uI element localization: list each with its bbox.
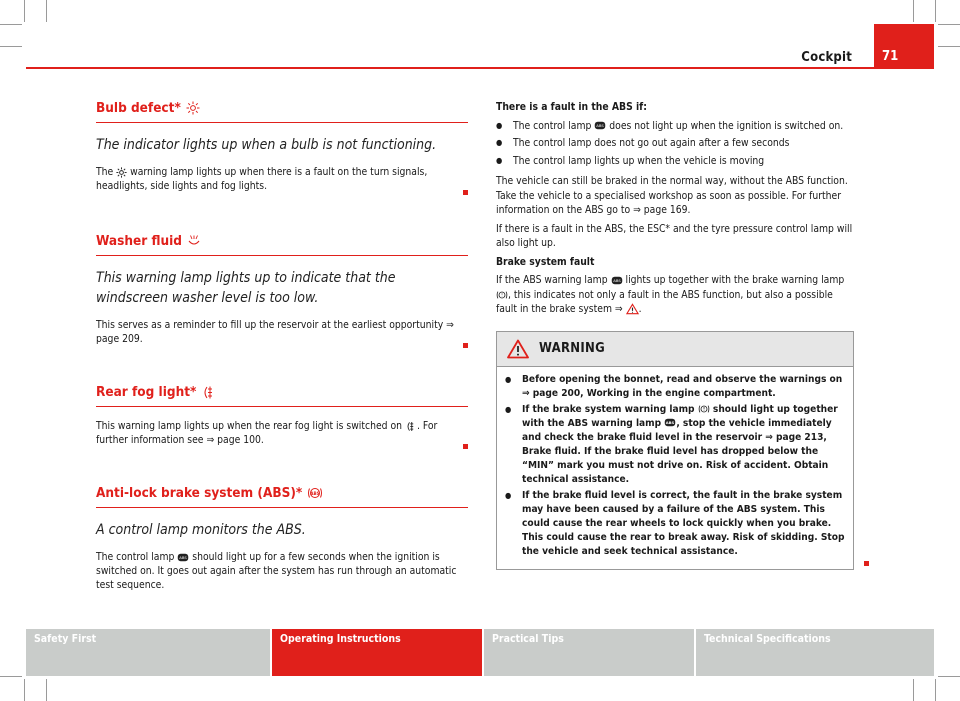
abs-icon xyxy=(594,121,606,130)
warning-box xyxy=(496,331,854,570)
crop-mark xyxy=(935,0,936,22)
crop-mark xyxy=(938,24,960,25)
section-intro: The indicator lights up when a bulb is not functioning. xyxy=(96,137,437,153)
rear-fog-light-icon xyxy=(405,421,417,432)
header-rule xyxy=(26,67,934,69)
svg-text:ABS: ABS xyxy=(612,278,621,283)
warning-body xyxy=(497,367,853,569)
abs-icon xyxy=(177,553,189,562)
crop-mark xyxy=(938,676,960,677)
washer-fluid-icon xyxy=(187,235,201,247)
fault-heading: There is a fault in the ABS if: xyxy=(496,101,647,113)
section-rear-fog-light xyxy=(96,384,468,447)
crop-mark xyxy=(0,24,22,25)
section-heading: Bulb defect* xyxy=(96,100,468,123)
svg-text:ABS: ABS xyxy=(179,555,188,560)
abs-icon xyxy=(307,487,323,499)
crop-mark xyxy=(913,679,914,701)
paragraph: If there is a fault in the ABS, the ESC* and the tyre pressure control lamp will also light up. xyxy=(496,222,853,249)
section-heading: Rear fog light* xyxy=(96,384,468,407)
abs-icon xyxy=(664,418,676,427)
crop-mark xyxy=(46,679,47,701)
brake-warning-icon xyxy=(698,404,710,414)
section-bulb-defect xyxy=(96,100,468,193)
page-number-tab xyxy=(874,24,934,68)
section-end-mark xyxy=(463,444,468,449)
warning-triangle-icon[interactable] xyxy=(626,303,639,315)
crop-mark xyxy=(935,679,936,701)
svg-text:!: ! xyxy=(501,293,503,298)
section-end-mark xyxy=(864,561,869,566)
paragraph: The vehicle can still be braked in the normal way, without the ABS function. Take the vehicle to a specialised workshop as soon as possible. For further information on the ABS go to ⇒ page 169. xyxy=(496,175,848,216)
crop-mark xyxy=(24,679,25,701)
section-title: Cockpit xyxy=(801,50,852,65)
footer-tab-practical-tips[interactable]: Practical Tips xyxy=(484,629,696,676)
bulb-sun-icon xyxy=(116,167,127,178)
svg-text:ABS: ABS xyxy=(596,124,605,128)
warning-item: ● Before opening the bonnet, read and observe the warnings on ⇒ page 200, Working in the engine compartment. xyxy=(505,373,845,401)
footer-tab-safety-first[interactable]: Safety First xyxy=(26,629,272,676)
warning-label: WARNING xyxy=(539,341,606,356)
section-heading: Washer fluid xyxy=(96,233,468,256)
warning-item: ● If the brake fluid level is correct, the fault in the brake system may have been caused by a failure of the ABS system. This could cause the rear wheels to lock quickly when you brake. This could cause the rear to break away. Risk of skidding. Stop the vehicle and seek technical assistance. xyxy=(505,489,845,559)
abs-icon xyxy=(611,276,623,285)
subheading: Brake system fault xyxy=(496,255,595,268)
footer-tab-technical-specifications[interactable]: Technical Specifications xyxy=(696,629,934,676)
warning-item: ● If the brake system warning lamp ! should light up together with the ABS warning lamp ABS , stop the vehicle immediately and check the brake fluid level in the reservoir ⇒ page 213, Brake fluid. If the brake fluid level has dropped below the “MIN” mark you must not drive on. Risk of accident. Obtain technical assistance. xyxy=(505,403,845,487)
list-item: ● The control lamp lights up when the vehicle is moving xyxy=(496,154,854,169)
left-column xyxy=(96,100,468,592)
page-number: 71 xyxy=(882,49,899,64)
crop-mark xyxy=(46,0,47,22)
section-heading: Anti-lock brake system (ABS)* ABS xyxy=(96,485,468,508)
svg-text:ABS: ABS xyxy=(310,491,321,496)
footer-tab-operating-instructions[interactable]: Operating Instructions xyxy=(272,629,484,676)
svg-text:!: ! xyxy=(702,407,705,412)
section-washer-fluid xyxy=(96,233,468,346)
section-end-mark xyxy=(463,343,468,348)
section-text: The warning lamp lights up when there is a fault on the turn signals, headlights, side lights and fog lights. xyxy=(96,165,468,193)
warning-header xyxy=(497,332,853,367)
section-intro: A control lamp monitors the ABS. xyxy=(96,522,306,538)
section-text: This serves as a reminder to fill up the reservoir at the earliest opportunity ⇒ page 209. xyxy=(96,318,468,346)
list-item: ● The control lamp ABS does not light up when the ignition is switched on. xyxy=(496,119,854,134)
svg-text:ABS: ABS xyxy=(666,421,675,425)
paragraph: If the ABS warning lamp ABS lights up together with the brake warning lamp ! , this indicates not only a fault in the ABS function, but also a possible fault in the brake system ⇒ . xyxy=(496,274,845,315)
section-abs xyxy=(96,485,468,592)
crop-mark xyxy=(913,0,914,22)
brake-warning-icon xyxy=(496,290,508,300)
crop-mark xyxy=(24,0,25,22)
section-text: The control lamp ABS should light up for a few seconds when the ignition is switched on. It goes out again after the system has run through an automatic test sequence. xyxy=(96,551,457,591)
list-item: ● The control lamp does not go out again after a few seconds xyxy=(496,136,854,151)
footer-nav xyxy=(26,629,934,676)
rear-fog-light-icon xyxy=(201,386,217,399)
right-column xyxy=(496,100,854,570)
bulb-sun-icon xyxy=(186,101,200,115)
section-text: This warning lamp lights up when the rear fog light is switched on . For further information see ⇒ page 100. xyxy=(96,419,468,447)
section-intro: This warning lamp lights up to indicate that the windscreen washer level is too low. xyxy=(96,270,396,306)
crop-mark xyxy=(0,676,22,677)
crop-mark xyxy=(0,46,22,47)
section-end-mark xyxy=(463,190,468,195)
warning-triangle-icon xyxy=(507,339,529,359)
crop-mark xyxy=(938,46,960,47)
